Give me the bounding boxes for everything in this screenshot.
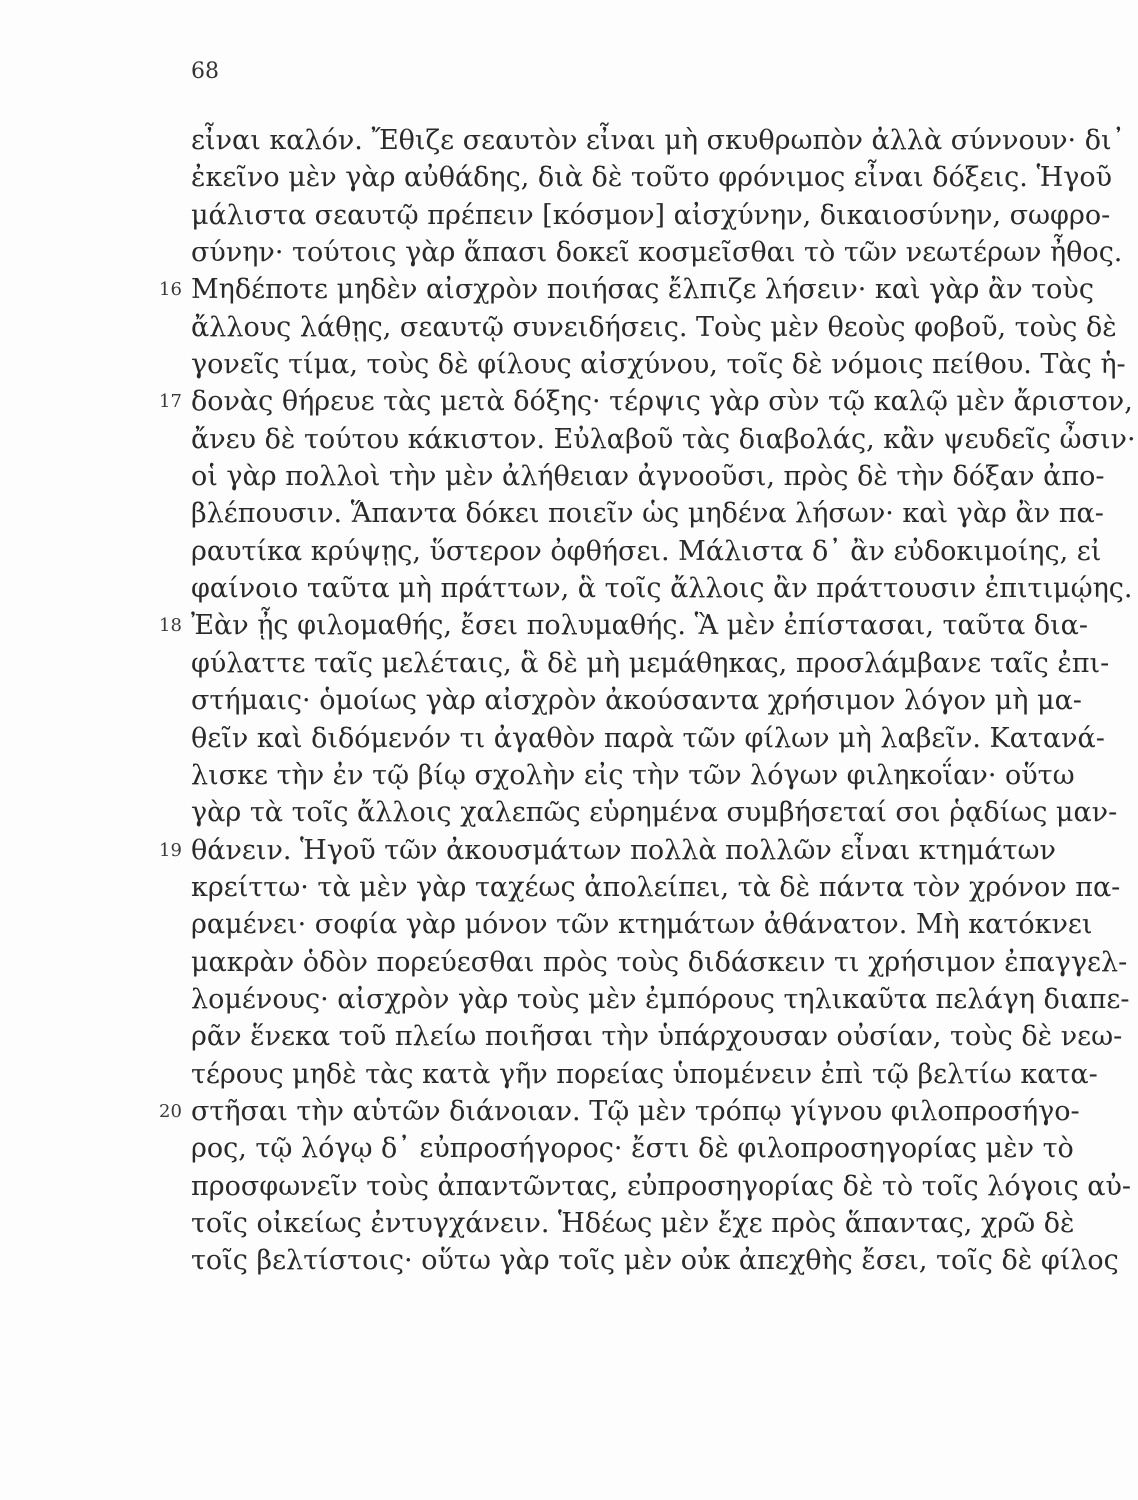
text-line	[191, 495, 1104, 532]
line-text: ραμένει· σοφία γὰρ μόνον τῶν κτημάτων ἀθάνατον. Μὴ κατόκνει	[191, 909, 1093, 941]
text-line	[191, 869, 1121, 906]
line-text: δονὰς θήρευε τὰς μετὰ δόξης· τέρψις γὰρ σὺν τῷ καλῷ μὲν ἄριστον,	[191, 386, 1133, 418]
line-text: εἶναι καλόν. Ἔθιζε σεαυτὸν εἶναι μὴ σκυθρωπὸν ἀλλὰ σύννουν· δι᾽	[191, 125, 1126, 156]
line-text: θεῖν καὶ διδόμενόν τι ἀγαθὸν παρὰ τῶν φίλων μὴ λαβεῖν. Κατανά-	[191, 722, 1105, 754]
line-text: λομένους· αἰσχρὸν γὰρ τοὺς μὲν ἐμπόρους τηλικαῦτα πελάγη διαπε-	[191, 983, 1130, 1015]
line-text: μακρὰν ὁδὸν πορεύεσθαι πρὸς τοὺς διδάσκειν τι χρήσιμον ἐπαγγελ-	[191, 946, 1128, 978]
line-text: προσφωνεῖν τοὺς ἀπαντῶντας, εὐπροσηγορίας δὲ τὸ τοῖς λόγοις αὐ-	[191, 1170, 1132, 1202]
text-line	[191, 159, 1113, 196]
line-text: ἄνευ δὲ τούτου κάκιστον. Εὐλαβοῦ τὰς διαβολάς, κἂν ψευδεῖς ὦσιν·	[191, 423, 1136, 455]
line-text: ἄλλους λάθῃς, σεαυτῷ συνειδήσεις. Τοὺς μὲν θεοὺς φοβοῦ, τοὺς δὲ	[191, 311, 1117, 343]
line-text: στήμαις· ὁμοίως γὰρ αἰσχρὸν ἀκούσαντα χρήσιμον λόγον μὴ μα-	[191, 685, 1082, 717]
line-text: ραυτίκα κρύψῃς, ὕστερον ὀφθήσει. Μάλιστα δ᾽ ἂν εὐδοκιμοίης, εἰ	[191, 535, 1102, 567]
text-line	[191, 682, 1082, 719]
line-text: τοῖς οἰκείως ἐντυγχάνειν. Ἡδέως μὲν ἔχε πρὸς ἅπαντας, χρῶ δὲ	[191, 1207, 1075, 1239]
text-line	[191, 1018, 1123, 1055]
text-line	[191, 533, 1102, 570]
text-line	[159, 832, 1056, 869]
section-number: 16	[159, 279, 182, 301]
text-line	[191, 906, 1093, 943]
line-text: Ἐὰν ᾖς φιλομαθής, ἔσει πολυμαθής. Ἃ μὲν ἐπίστασαι, ταῦτα δια-	[191, 610, 1089, 642]
text-line	[191, 1056, 1098, 1093]
line-text: βλέπουσιν. Ἅπαντα δόκει ποιεῖν ὡς μηδένα λήσων· καὶ γὰρ ἂν πα-	[191, 498, 1104, 530]
text-line	[191, 1242, 1119, 1279]
text-line	[159, 607, 1089, 644]
line-text: γὰρ τὰ τοῖς ἄλλοις χαλεπῶς εὑρημένα συμβήσεταί σοι ῥᾳδίως μαν-	[191, 797, 1118, 829]
line-text: σύνην· τούτοις γὰρ ἅπασι δοκεῖ κοσμεῖσθαι τὸ τῶν νεωτέρων ἦθος.	[191, 237, 1123, 269]
section-number: 17	[159, 391, 182, 413]
text-line	[191, 234, 1123, 271]
line-text: λισκε τὴν ἐν τῷ βίῳ σχολὴν εἰς τὴν τῶν λόγων φιληκοΐαν· οὕτω	[191, 759, 1075, 791]
line-text: φαίνοιο ταῦτα μὴ πράττων, ἃ τοῖς ἄλλοις ἂν πράττουσιν ἐπιτιμῴης.	[191, 573, 1133, 605]
text-line	[191, 309, 1117, 346]
line-text: φύλαττε ταῖς μελέταις, ἃ δὲ μὴ μεμάθηκας, προσλάμβανε ταῖς ἐπι-	[191, 647, 1110, 679]
text-line	[191, 122, 1126, 159]
section-number: 20	[159, 1100, 182, 1122]
text-line	[191, 720, 1105, 757]
text-line	[191, 570, 1133, 607]
text-line	[191, 346, 1126, 383]
line-text: Μηδέποτε μηδὲν αἰσχρὸν ποιήσας ἔλπιζε λήσειν· καὶ γὰρ ἂν τοὺς	[191, 274, 1094, 306]
line-text: γονεῖς τίμα, τοὺς δὲ φίλους αἰσχύνου, τοῖς δὲ νόμοις πείθου. Τὰς ἡ-	[191, 349, 1126, 381]
line-text: ἐκεῖνο μὲν γὰρ αὐθάδης, διὰ δὲ τοῦτο φρόνιμος εἶναι δόξεις. Ἡγοῦ	[191, 162, 1113, 194]
text-line	[191, 645, 1110, 682]
line-text: κρείττω· τὰ μὲν γὰρ ταχέως ἀπολείπει, τὰ δὲ πάντα τὸν χρόνον πα-	[191, 871, 1121, 903]
section-number: 18	[159, 615, 182, 637]
text-line	[191, 197, 1111, 234]
text-line	[191, 944, 1128, 981]
greek-text-block	[159, 122, 1136, 1280]
text-line	[159, 1093, 1080, 1130]
line-text: ρος, τῷ λόγῳ δ᾽ εὐπροσήγορος· ἔστι δὲ φιλοπροσηγορίας μὲν τὸ	[191, 1133, 1074, 1165]
text-line	[191, 757, 1075, 794]
text-line	[191, 421, 1136, 458]
line-text: τέρους μηδὲ τὰς κατὰ γῆν πορείας ὑπομένειν ἐπὶ τῷ βελτίω κατα-	[191, 1058, 1098, 1090]
text-line	[191, 1130, 1074, 1167]
line-text: μάλιστα σεαυτῷ πρέπειν [κόσμον] αἰσχύνην, δικαιοσύνην, σωφρο-	[191, 199, 1111, 231]
text-line	[191, 981, 1130, 1018]
section-number: 19	[159, 839, 182, 861]
line-text: θάνειν. Ἡγοῦ τῶν ἀκουσμάτων πολλὰ πολλῶν εἶναι κτημάτων	[191, 834, 1056, 866]
page-number: 68	[191, 59, 219, 84]
text-line	[191, 794, 1118, 831]
line-text: οἱ γὰρ πολλοὶ τὴν μὲν ἀλήθειαν ἀγνοοῦσι, πρὸς δὲ τὴν δόξαν ἀπο-	[191, 461, 1105, 493]
text-line	[159, 383, 1133, 420]
line-text: στῆσαι τὴν αὑτῶν διάνοιαν. Τῷ μὲν τρόπῳ γίγνου φιλοπροσήγο-	[191, 1095, 1080, 1127]
text-line	[191, 458, 1105, 495]
text-line	[191, 1168, 1132, 1205]
line-text: ρᾶν ἕνεκα τοῦ πλείω ποιῆσαι τὴν ὑπάρχουσαν οὐσίαν, τοὺς δὲ νεω-	[191, 1021, 1123, 1053]
text-line	[191, 1205, 1075, 1242]
text-line	[159, 271, 1094, 308]
line-text: τοῖς βελτίστοις· οὕτω γὰρ τοῖς μὲν οὐκ ἀπεχθὴς ἔσει, τοῖς δὲ φίλος	[191, 1245, 1119, 1277]
